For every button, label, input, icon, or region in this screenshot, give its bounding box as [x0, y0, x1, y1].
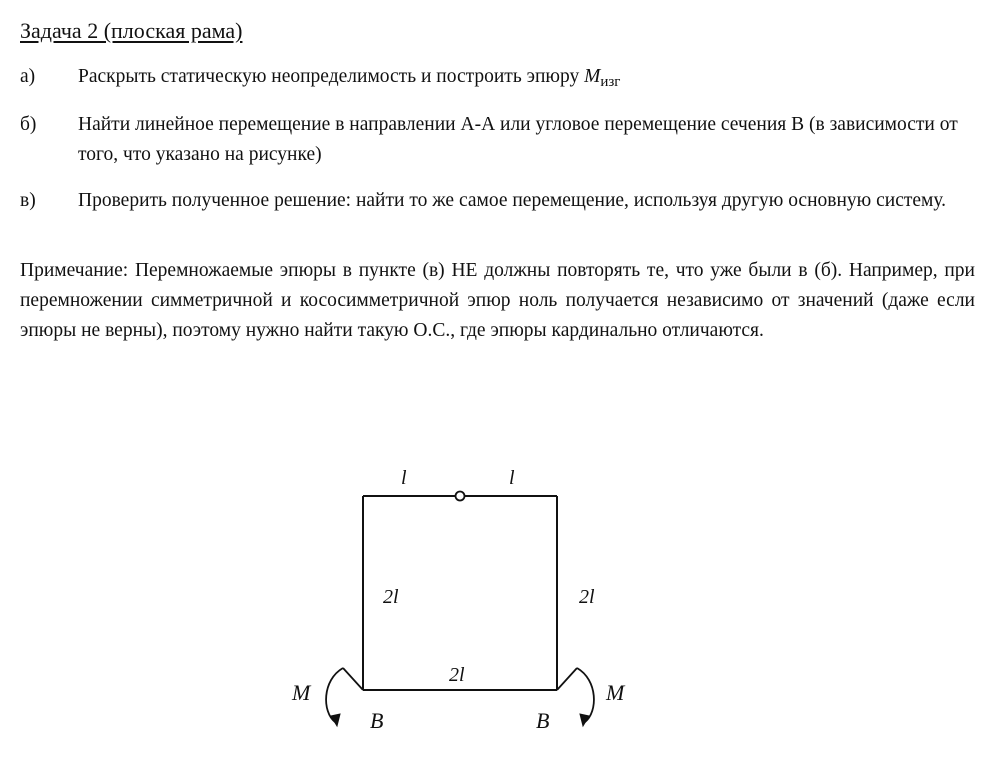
label-top-right-length: l	[509, 467, 515, 489]
label-right-column-length: 2l	[579, 586, 595, 608]
task-item-b-text: Найти линейное перемещение в направлении А-А или угловое перемещение сечения В (в зависимости от того, что указано на рисунке)	[78, 114, 958, 165]
task-item-a-marker: а)	[20, 66, 36, 87]
moment-symbol: M	[584, 66, 601, 87]
task-item-a-label: Раскрыть статическую неопределимость и построить эпюру	[78, 66, 585, 87]
hinge-icon	[456, 492, 465, 501]
label-top-left-length: l	[401, 467, 407, 489]
label-left-column-length: 2l	[383, 586, 399, 608]
label-left-support: B	[370, 708, 384, 733]
task-item-b-marker: б)	[20, 114, 37, 135]
note-paragraph: Примечание: Перемножаемые эпюры в пункте (в) НЕ должны повторять те, что уже были в (б). Например, при перемножении симметричной и кососимметричной эпюр ноль получается независимо от значений (даже если эпюры не верны), поэтому нужно найти такую О.С., где эпюры кардинально отличаются.	[20, 260, 975, 341]
label-right-support: B	[536, 708, 550, 733]
problem-title: Задача 2 (плоская рама)	[20, 18, 243, 43]
label-right-moment: M	[606, 680, 625, 705]
label-bottom-length: 2l	[449, 664, 465, 686]
label-left-moment: M	[292, 680, 311, 705]
task-item-c-marker: в)	[20, 190, 36, 211]
task-item-c-text: Проверить полученное решение: найти то же самое перемещение, используя другую основную систему.	[78, 190, 947, 211]
right-moment-arrow	[557, 668, 594, 722]
left-moment-arrow	[326, 668, 363, 722]
moment-subscript: изг	[600, 74, 621, 90]
